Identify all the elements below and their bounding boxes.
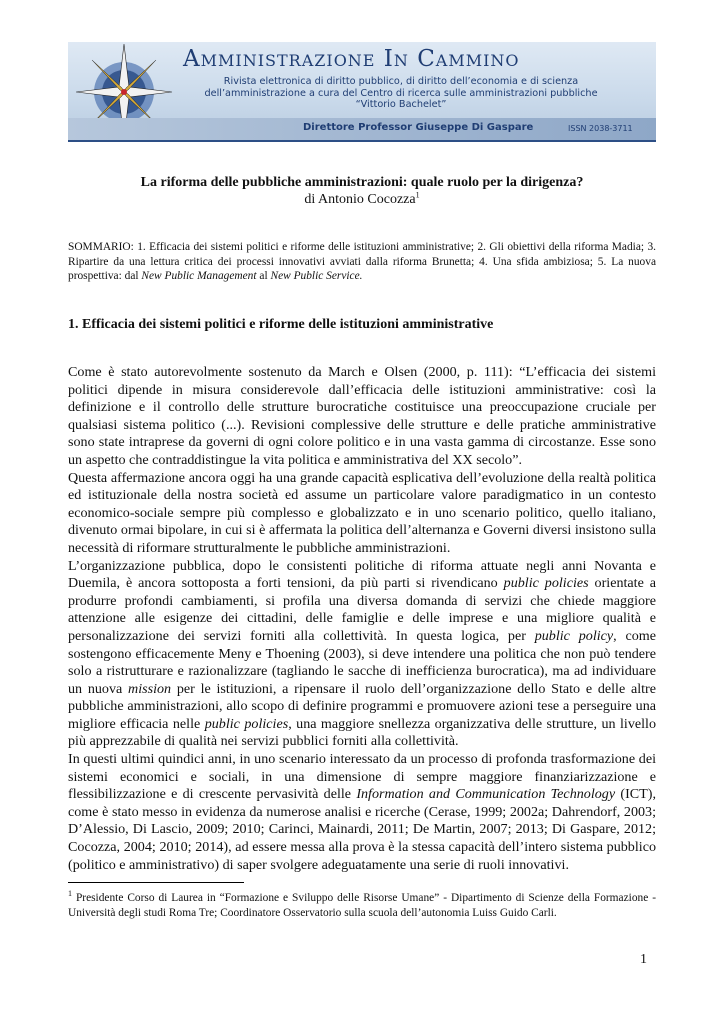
issn-number: ISSN 2038-3711 xyxy=(568,124,633,133)
emphasis: Information and Communication Technology xyxy=(356,786,616,803)
magazine-subtitle xyxy=(166,76,636,111)
journal-banner xyxy=(68,42,656,140)
footnote-reference[interactable]: 1 xyxy=(415,190,420,200)
paragraph xyxy=(68,751,656,874)
paragraph: Come è stato autorevolmente sostenuto da March e Olsen (2000, p. 111): “L’efficacia dei sistemi politici dipende in misura considerevole dall’efficacia delle istituzioni amministrative: così la definizione e il controllo delle strutture burocratiche costituisce una preoccupazione cruciale per qualsiasi sistema politico (...). Revisioni complessive delle strutture e delle pratiche amministrative sono state intraprese da governi di ogni colore politico e in una vasta gamma di circostanze. Esse sono un aspetto che contraddistingue la vita politica e amministrativa del XX secolo”. xyxy=(68,364,656,468)
section-heading: 1. Efficacia dei sistemi politici e riforme delle istituzioni amministrative xyxy=(68,317,494,332)
summary-emphasis: New Public Management xyxy=(141,270,257,283)
emphasis: public policy xyxy=(534,627,614,644)
article-summary xyxy=(68,240,656,284)
footnote-marker: 1 xyxy=(68,889,72,899)
footnote-text: Presidente Corso di Laurea in “Formazione e Sviluppo delle Risorse Umane” - Dipartimento di Scienze della Formazione - Università degli studi Roma Tre; Coordinatore Osservatorio sulla scuola dell’autonomia Luiss Guido Carli. xyxy=(68,892,656,919)
summary-emphasis: New Public Service. xyxy=(270,270,363,283)
summary-text: al xyxy=(256,270,271,283)
article-body xyxy=(68,364,656,874)
page-number: 1 xyxy=(640,952,647,967)
magazine-title: Amministrazione In Cammino xyxy=(183,46,520,72)
summary-text: SOMMARIO: 1. Efficacia dei sistemi politici e riforme delle istituzioni amministrative; 2. Gli obiettivi della riforma Madia; 3. Ripartire da una lettura critica dei processi innovativi avviati dalla riforma Brunetta; 4. Una sfida ambiziosa; 5. La nuova prospettiva: dal xyxy=(68,241,656,283)
paragraph xyxy=(68,558,656,752)
text-run: (ICT), come è stato messo in evidenza da numerose analisi e ricerche (Cerase, 1999; 2002a; Dahrendorf, 2003; D’Alessio, Di Lascio, 2009; 2010; Carinci, Mainardi, 2011; De Martin, 2007; 2013; Di Gaspare, 2012; Cocozza, 2004; 2010; 2014), ad essere messa alla prova è la stessa capacità dell’intero sistema pubblico (politico e amministrativo) di saper svolgere adeguatamente una serie di ruoli innovativi. xyxy=(68,786,656,873)
text-run: , una maggiore snellezza organizzativa delle strutture, un livello più apprezzabile di qualità nei servizi pubblici forniti alla collettività. xyxy=(68,715,657,750)
subtitle-line-1: Rivista elettronica di diritto pubblico, di diritto dell’economia e di scienza xyxy=(223,76,579,87)
emphasis: mission xyxy=(128,680,172,697)
subtitle-line-3: “Vittorio Bachelet” xyxy=(355,99,447,110)
subtitle-line-2: dell’amministrazione a cura del Centro di ricerca sulle amministrazioni pubbliche xyxy=(204,87,598,99)
text-run: L’organizzazione pubblica, dopo le consistenti politiche di riforma attuate negli anni Novanta e Duemila, è ancora sottoposta a forti tensioni, da più parti si rivendicano xyxy=(68,557,656,592)
author-name: di Antonio Cocozza xyxy=(304,192,416,207)
text-run: per le istituzioni, a ripensare il ruolo dell’organizzazione dello Stato e delle altre pubbliche amministrazioni, allo scopo di definire programmi e promuovere azioni tese a perseguire una migliore efficacia nelle xyxy=(68,680,656,732)
header-rule xyxy=(68,140,656,142)
emphasis: public policies xyxy=(503,575,589,592)
footnote-separator xyxy=(68,882,244,883)
director-name: Direttore Professor Giuseppe Di Gaspare xyxy=(303,122,534,133)
article-author xyxy=(68,192,656,208)
article-title: La riforma delle pubbliche amministrazioni: quale ruolo per la dirigenza? xyxy=(140,175,584,190)
paragraph: Questa affermazione ancora oggi ha una grande capacità esplicativa dell’evoluzione della realtà politica ed istituzionale della nostra società ed assume un particolare valore paradigmatico in un contesto economico-sociale sempre più complesso e globalizzato e in uno scenario politico, quello italiano, divenuto ormai bipolare, in cui si è affermata la politica dell’alternanza e Governi diversi insistono sulla necessità di riformare strutturalmente le pubbliche amministrazioni. xyxy=(68,469,656,556)
text-run: orientate a produrre profondi cambiamenti, si profila una diversa domanda di servizi che chiede maggiore attenzione alle esigenze dei cittadini, delle famiglie e delle imprese e una migliore qualità e personalizzazione dei servizi forniti alla collettività. In questa logica, per xyxy=(68,575,656,644)
footnote xyxy=(68,891,656,921)
text-run: , come sostengono efficacemente Meny e Thoening (2003), si deve intendere una politica che non può tendere solo a ristrutturare e razionalizzare (tagliando le sacche di inefficienza burocratica), ma ad individuare un nuova xyxy=(68,627,656,697)
text-run: In questi ultimi quindici anni, in uno scenario interessato da un processo di profonda trasformazione dei sistemi economici e sociali, in una dimensione di sempre maggiore finanziarizzazione e flessibilizzazione e di crescente pervasività delle xyxy=(68,751,656,803)
emphasis: public policies xyxy=(204,715,289,732)
